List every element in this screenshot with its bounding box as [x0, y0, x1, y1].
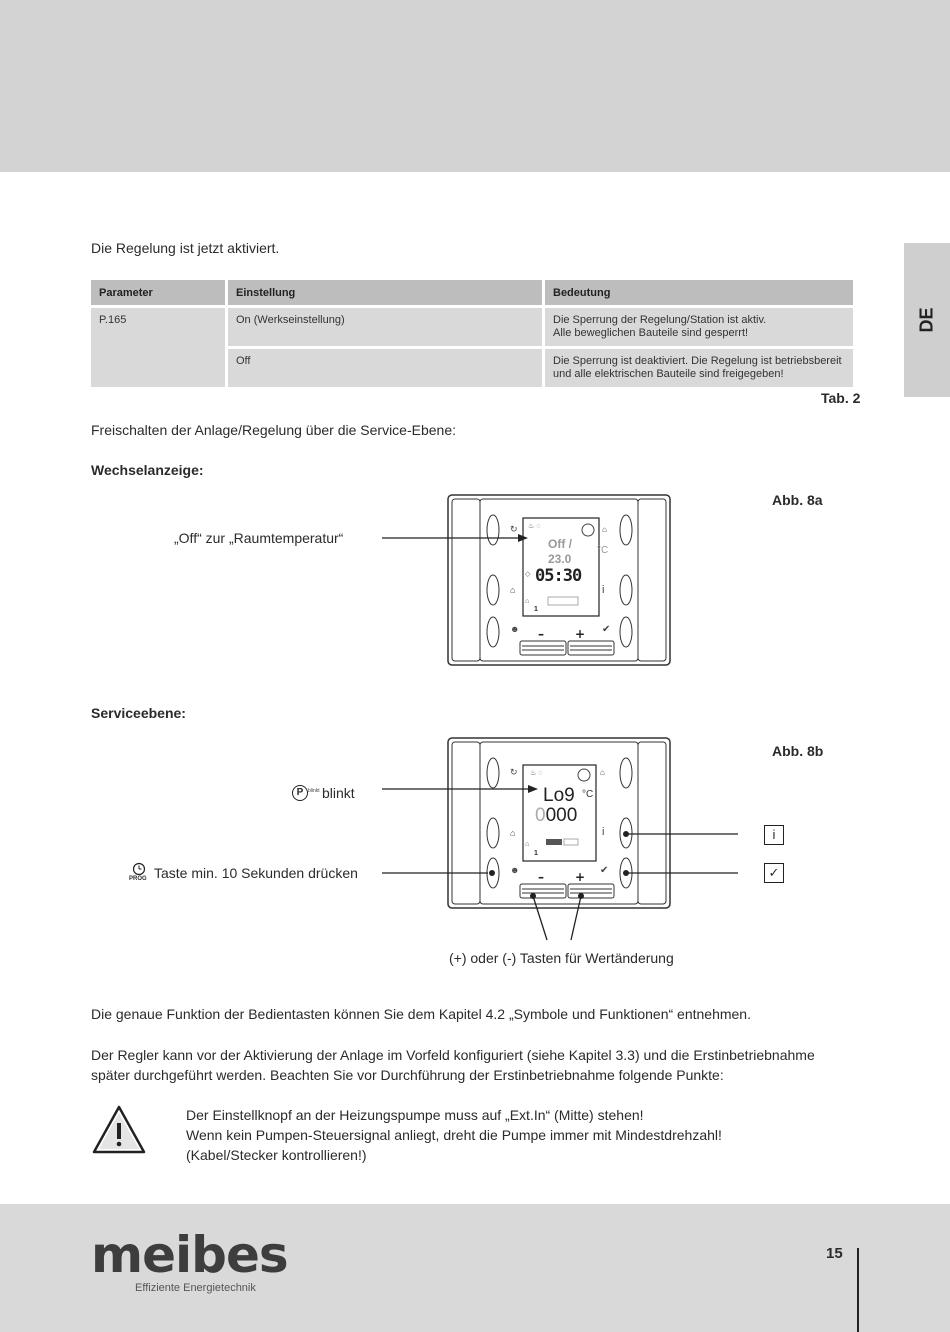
brand-logo: meibes — [91, 1226, 288, 1284]
warning-line: Wenn kein Pumpen-Steuersignal anliegt, dreht die Pumpe immer mit Mindestdrehzahl! — [186, 1127, 722, 1143]
svg-text:–: – — [538, 627, 544, 641]
brand-tagline: Effiziente Energietechnik — [135, 1282, 256, 1294]
display-digit-gray: 0 — [535, 805, 546, 826]
svg-text:↻: ↻ — [510, 524, 518, 534]
svg-text:♨ ◌: ♨ ◌ — [528, 523, 541, 530]
plus-minus-caption: (+) oder (-) Tasten für Wertänderung — [449, 950, 674, 966]
paragraph-functions: Die genaue Funktion der Bedientasten können Sie dem Kapitel 4.2 „Symbole und Funktionen“ entnehmen. — [91, 1006, 751, 1022]
callout-taste: Taste min. 10 Sekunden drücken — [154, 865, 358, 881]
arrow-taste — [380, 865, 500, 881]
table-caption: Tab. 2 — [821, 390, 861, 406]
table-cell-setting: Off — [228, 349, 542, 387]
info-button-icon: i — [764, 825, 784, 845]
svg-text:↻: ↻ — [510, 767, 518, 777]
controller-figure-8a — [370, 490, 680, 670]
page-number-rule — [857, 1248, 859, 1332]
meaning-line: Die Sperrung ist deaktiviert. Die Regelung ist betriebsbereit — [553, 355, 842, 367]
controller-figure-8b — [370, 733, 680, 913]
svg-text:✔: ✔ — [600, 865, 609, 876]
table-cell-parameter: P.165 — [91, 308, 225, 387]
arrows-plus-minus — [525, 890, 595, 942]
display-digit-values: 000 — [545, 805, 578, 826]
intro-text: Die Regelung ist jetzt aktiviert. — [91, 240, 280, 256]
display-small-number: 1 — [534, 850, 538, 857]
info-icon: i — [602, 826, 605, 838]
check-button-icon: ✓ — [764, 863, 784, 883]
svg-text:⌂: ⌂ — [525, 841, 530, 848]
svg-text:⌂: ⌂ — [510, 585, 516, 595]
svg-text:♨ ◌: ♨ ◌ — [530, 770, 543, 777]
warning-icon — [91, 1104, 147, 1156]
clock-icon — [131, 862, 147, 876]
display-line2: 23.0 — [548, 552, 572, 566]
blink-small-label: blinkt — [308, 788, 320, 794]
paragraph-line: Der Regler kann vor der Aktivierung der Anlage im Vorfeld konfiguriert (siehe Kapitel 3.3) und die Erstinbetriebnahme — [91, 1047, 815, 1063]
language-tab-label: DE — [916, 307, 937, 333]
section-heading-serviceebene: Serviceebene: — [91, 705, 186, 721]
arrow-blinkt — [380, 781, 540, 797]
table-cell-meaning — [545, 308, 853, 346]
svg-text:✔: ✔ — [602, 624, 611, 635]
svg-text:+: + — [575, 870, 586, 884]
svg-text:◇: ◇ — [525, 571, 531, 578]
section-heading-wechselanzeige: Wechselanzeige: — [91, 462, 204, 478]
svg-text:+: + — [575, 627, 586, 641]
table-header-cell: Einstellung — [228, 280, 542, 305]
header-band — [0, 0, 950, 172]
table-header-cell: Parameter — [91, 280, 225, 305]
p-symbol-icon: P — [292, 785, 308, 801]
svg-text:⌂: ⌂ — [600, 768, 605, 777]
svg-text:–: – — [538, 870, 544, 884]
warning-line: (Kabel/Stecker kontrollieren!) — [186, 1147, 367, 1163]
paragraph-configuration — [91, 1045, 815, 1085]
arrow-8a — [380, 530, 530, 546]
warning-line: Der Einstellknopf an der Heizungspumpe muss auf „Ext.In“ (Mitte) stehen! — [186, 1107, 644, 1123]
svg-text:⌂: ⌂ — [525, 598, 530, 605]
language-tab — [904, 243, 950, 397]
display-clock: 05:30 — [535, 566, 582, 586]
display-small-number: 1 — [534, 606, 538, 613]
svg-text:°C: °C — [597, 545, 609, 556]
table-cell-setting: On (Werkseinstellung) — [228, 308, 542, 346]
callout-blinkt: blinkt — [322, 785, 355, 801]
display-digits — [535, 805, 577, 827]
display-line1: Lo9 — [543, 785, 575, 806]
arrows-right-buttons — [620, 826, 740, 882]
callout-off-raumtemperatur: „Off“ zur „Raumtemperatur“ — [174, 530, 344, 546]
prog-label: PROG — [129, 876, 147, 882]
table-header-row — [91, 280, 853, 305]
svg-text:⌂: ⌂ — [510, 828, 516, 838]
figure-label-8b: Abb. 8b — [772, 743, 824, 759]
svg-text:°C: °C — [582, 789, 594, 800]
table-row — [91, 308, 853, 346]
info-icon: i — [602, 584, 605, 596]
table-cell-meaning — [545, 349, 853, 387]
meaning-line: Die Sperrung der Regelung/Station ist aktiv. — [553, 314, 767, 326]
table-header-cell: Bedeutung — [545, 280, 853, 305]
svg-text:☻: ☻ — [510, 865, 520, 875]
warning-text — [186, 1105, 722, 1165]
svg-text:☻: ☻ — [510, 624, 520, 634]
display-line1: Off / — [548, 537, 572, 551]
meaning-line: Alle beweglichen Bauteile sind gesperrt! — [553, 327, 749, 339]
paragraph-line: später durchgeführt werden. Beachten Sie vor Durchführung der Erstinbetriebnahme folgende Punkte: — [91, 1067, 724, 1083]
parameter-table — [88, 277, 856, 390]
meaning-line: und alle elektrischen Bauteile sind freigegeben! — [553, 368, 784, 380]
figure-label-8a: Abb. 8a — [772, 492, 823, 508]
unlock-text: Freischalten der Anlage/Regelung über die Service-Ebene: — [91, 422, 457, 438]
svg-text:⌂: ⌂ — [602, 525, 607, 534]
page-number: 15 — [826, 1245, 843, 1262]
